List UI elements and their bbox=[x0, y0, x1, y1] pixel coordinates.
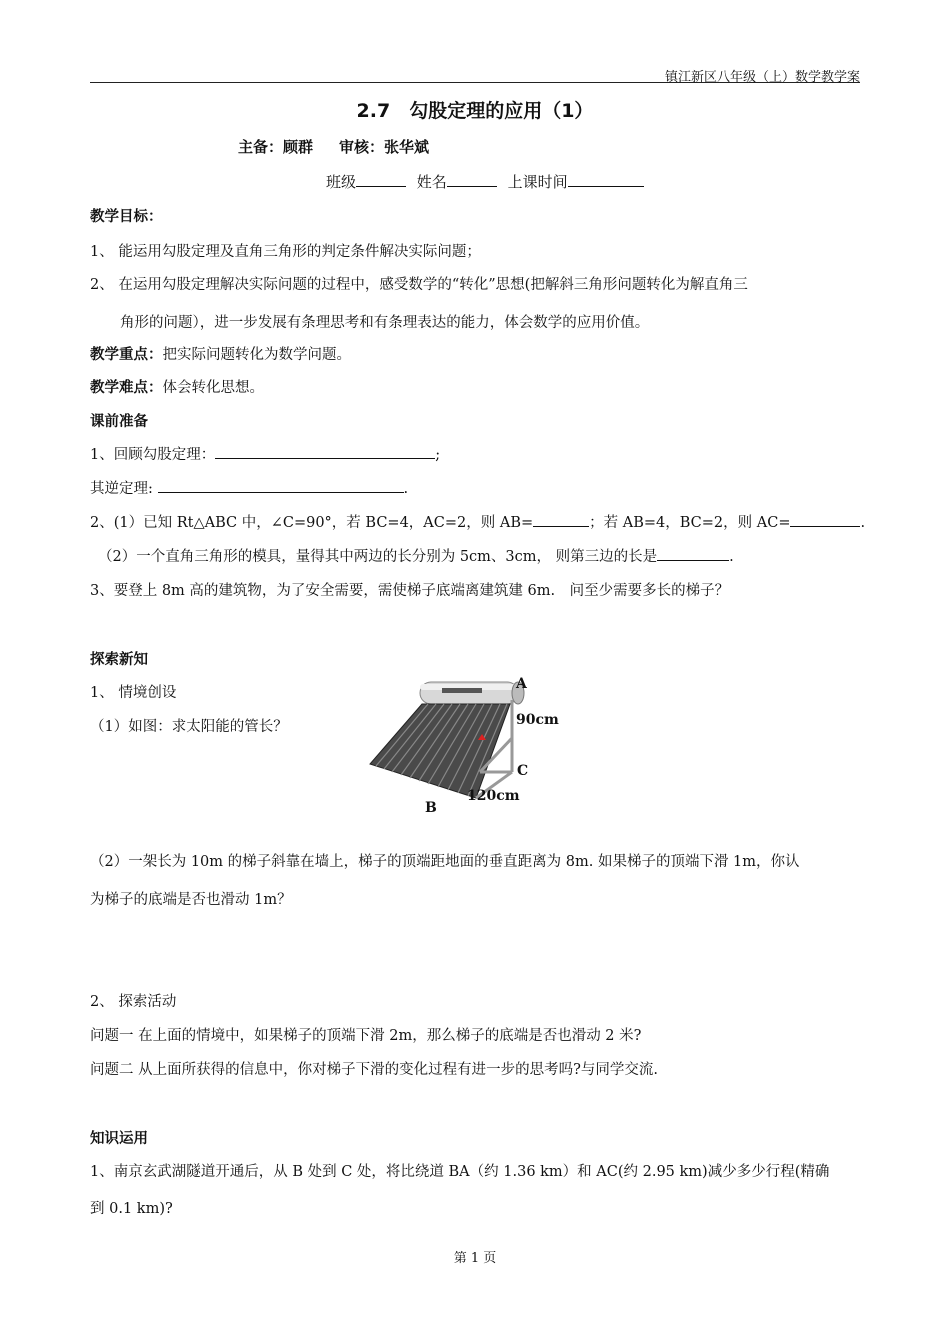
ac-answer-blank[interactable] bbox=[790, 512, 860, 527]
point-a-label: A bbox=[516, 676, 527, 692]
third-side-blank[interactable] bbox=[657, 546, 729, 561]
prep-q2a-text2: ；若 AB=4，BC=2，则 AC= bbox=[589, 515, 791, 531]
prep-converse bbox=[90, 477, 408, 498]
class-label: 班级 bbox=[326, 173, 357, 191]
explore-heading: 探索新知 bbox=[90, 652, 148, 668]
prep-q2a-text1: 2、(1）已知 Rt△ABC 中，∠C=90°，若 BC=4，AC=2，则 AB= bbox=[90, 515, 534, 531]
question-one: 问题一 在上面的情境中，如果梯子的顶端下滑 2m，那么梯子的底端是否也滑动 2 米? bbox=[90, 1028, 642, 1044]
explore-section-2: 2、 探索活动 bbox=[90, 994, 177, 1010]
author-main: 主备：顾群 bbox=[238, 138, 314, 156]
explore-q2-line-2: 为梯子的底端是否也滑动 1m？ bbox=[90, 892, 292, 908]
difficulty-label: 教学难点： bbox=[90, 380, 163, 396]
page-number: 第 1 页 bbox=[453, 1251, 497, 1266]
time-label: 上课时间 bbox=[507, 173, 568, 191]
page-title: 2.7 勾股定理的应用（1） bbox=[356, 100, 594, 122]
prep-q2a-end: . bbox=[860, 515, 866, 531]
student-info-line bbox=[326, 171, 644, 192]
explore-section-1: 1、 情境创设 bbox=[90, 685, 177, 701]
header-rule bbox=[90, 82, 860, 83]
solar-heater-figure bbox=[360, 668, 560, 818]
key-point-label: 教学重点： bbox=[90, 347, 163, 363]
name-blank[interactable] bbox=[447, 172, 497, 187]
difficulty-text: 体会转化思想。 bbox=[162, 380, 264, 396]
prep-q1-text: 1、回顾勾股定理： bbox=[90, 447, 216, 463]
authors-line bbox=[238, 136, 455, 157]
explore-q2-line-1: （2）一架长为 10m 的梯子斜靠在墙上，梯子的顶端距地面的垂直距离为 8m. 如果梯子的顶端下滑 1m，你认 bbox=[90, 854, 800, 870]
prep-converse-end: . bbox=[403, 481, 409, 497]
prep-q2b-text: （2）一个直角三角形的模具，量得其中两边的长分别为 5cm、3cm， 则第三边的长是 bbox=[98, 549, 658, 565]
point-b-label: B bbox=[425, 800, 437, 816]
prep-q2-part1 bbox=[90, 511, 865, 532]
pythagorean-theorem-blank[interactable] bbox=[215, 444, 435, 459]
ab-answer-blank[interactable] bbox=[533, 512, 589, 527]
apply-heading: 知识运用 bbox=[90, 1131, 148, 1147]
prep-q3: 3、要登上 8m 高的建筑物，为了安全需要，需使梯子底端离建筑建 6m. 问至少需要多长的梯子？ bbox=[90, 583, 730, 599]
goals-heading: 教学目标： bbox=[90, 209, 163, 225]
class-blank[interactable] bbox=[356, 172, 406, 187]
time-blank[interactable] bbox=[568, 172, 644, 187]
solar-heater-illustration bbox=[360, 668, 560, 818]
goal-1: 1、 能运用勾股定理及直角三角形的判定条件解决实际问题； bbox=[90, 244, 481, 260]
prep-q2-part2 bbox=[98, 545, 734, 566]
prep-q1 bbox=[90, 443, 440, 464]
question-two: 问题二 从上面所获得的信息中，你对梯子下滑的变化过程有进一步的思考吗?与同学交流. bbox=[90, 1062, 658, 1078]
prep-converse-text: 其逆定理: bbox=[90, 481, 158, 497]
apply-q1-line-2: 到 0.1 km)? bbox=[90, 1201, 173, 1217]
running-header: 镇江新区八年级（上）数学教学案 bbox=[664, 70, 860, 85]
author-review: 审核：张华斌 bbox=[339, 138, 430, 156]
explore-q1: （1）如图：求太阳能的管长？ bbox=[90, 719, 288, 735]
key-point-text: 把实际问题转化为数学问题。 bbox=[162, 347, 351, 363]
goal-2-line-2: 角形的问题），进一步发展有条理思考和有条理表达的能力，体会数学的应用价值。 bbox=[120, 315, 650, 331]
prep-q1-end: ; bbox=[435, 447, 441, 463]
point-c-label: C bbox=[517, 763, 529, 779]
apply-q1-line-1: 1、南京玄武湖隧道开通后，从 B 处到 C 处，将比绕道 BA（约 1.36 km）和 AC(约 2.95 km)减少多少行程(精确 bbox=[90, 1164, 830, 1180]
prep-q2b-end: . bbox=[729, 549, 734, 565]
goal-2-line-1: 2、 在运用勾股定理解决实际问题的过程中，感受数学的“转化”思想(把解斜三角形问题转化为解直角三 bbox=[90, 277, 748, 293]
name-label: 姓名 bbox=[416, 173, 447, 191]
side-bc-label: 120cm bbox=[467, 788, 520, 804]
side-ac-label: 90cm bbox=[516, 712, 559, 728]
prep-heading: 课前准备 bbox=[90, 414, 148, 430]
converse-theorem-blank[interactable] bbox=[158, 478, 404, 493]
key-point bbox=[90, 343, 351, 364]
difficulty-point bbox=[90, 376, 264, 397]
